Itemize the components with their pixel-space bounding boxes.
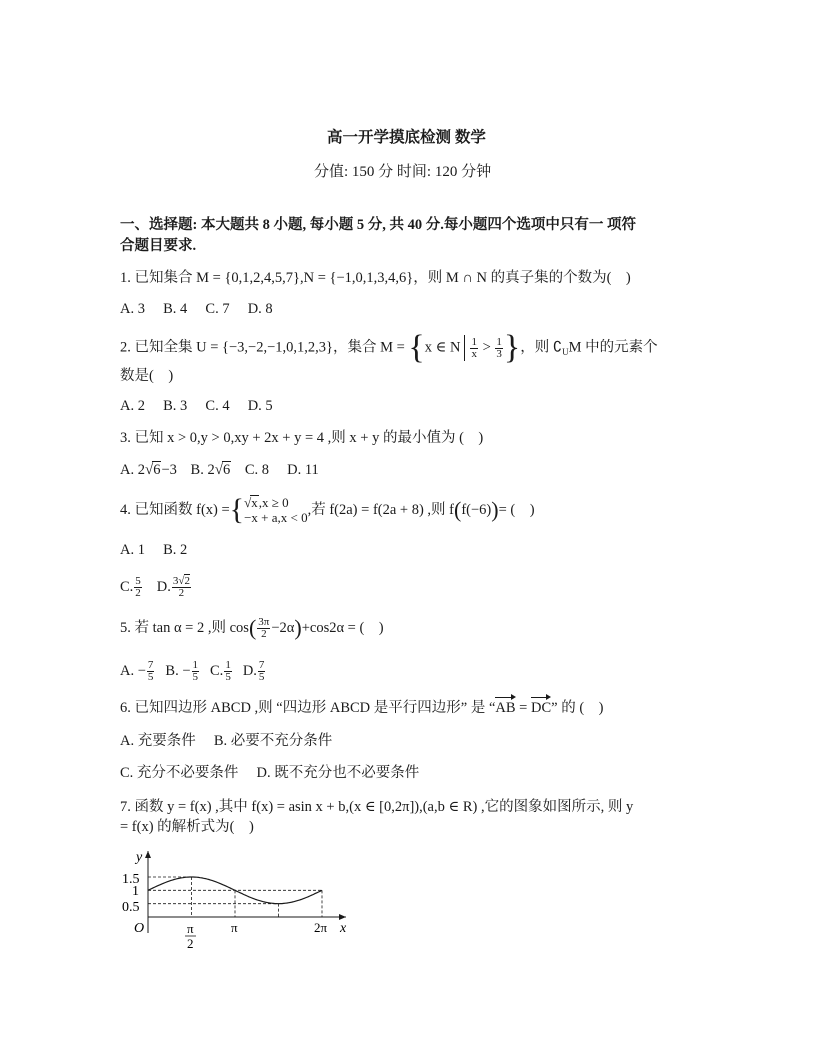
piecewise-brace: { [229,493,245,526]
question-2-options: A. 2 B. 3 C. 4 D. 5 [120,398,273,414]
x-tick-halfpi-num: π [187,921,194,936]
question-6-options-cd: C. 充分不必要条件 D. 既不充分也不必要条件 [120,765,420,781]
origin-label: O [134,921,145,936]
q5-optB-pre: B. − [165,663,191,679]
x-tick-halfpi-den: 2 [187,936,194,951]
y-tick-label: 0.5 [122,900,140,915]
q5-optC-frac: $\frac{1}{5}$ [225,658,231,683]
right-brace: } [503,329,521,366]
radical-icon: √ [214,462,223,478]
guide-lines [148,877,322,917]
q5-optA-pre: A. − [120,663,146,679]
piecewise-cases [244,495,308,525]
q4-inner: f(−6) [461,502,492,518]
q3-optA-rad: 6 [153,462,161,478]
section-heading-line2: 合题目要求. [120,238,197,254]
q4-piece2: −x + a,x < 0 [244,510,308,525]
q5-optD-pre: D. [242,663,257,679]
section-heading: 一、选择题: 本大题共 8 小题, 每小题 5 分, 共 40 分.每小题四个选项中只有一 项符 [120,217,636,233]
q5-post: +cos2α = ( ) [301,620,384,636]
y-tick-label: 1.5 [122,872,140,887]
question-1-options: A. 3 B. 4 C. 7 D. 8 [120,301,273,317]
question-1: 1. 已知集合 M = {0,1,2,4,5,7},N = {−1,0,1,3,4,6}，则 M ∩ N 的真子集的个数为( ) [120,270,631,286]
q2-frac-1: $\frac{1}{x}$ [471,335,477,360]
paper-subtitle: 分值: 150 分 时间: 120 分钟 [314,164,492,180]
q5-optC-pre: C. [210,663,224,679]
y-axis-label: y [136,850,143,865]
q5-optD-frac: $\frac{7}{5}$ [258,658,265,683]
radical-icon: √ [244,495,252,510]
q4-optD-frac: $\frac{3√2}{2}$ [172,574,190,599]
q4-end: = ( ) [498,502,535,518]
question-7-line2: = f(x) 的解析式为( ) [120,819,254,835]
paren-right: ) [491,497,499,522]
q5-mid: −2α [271,620,295,636]
function-graph [118,845,358,955]
question-2 [120,329,658,366]
q4-piece1-post: ,x ≥ 0 [258,495,289,510]
vector-dc: DC [530,700,552,716]
q2-gt: > [478,339,495,356]
q5-pre: 5. 若 tan α = 2 ,则 cos [120,620,249,636]
vector-ab: AB [495,700,516,716]
paper-title: 高一开学摸底检测 数学 [327,129,486,146]
paren-right: ) [294,615,302,640]
q4-piece1-rad: x [251,495,258,510]
question-3-options [120,460,319,480]
q6-post: ” 的 ( ) [551,700,604,716]
q4-optC-pre: C. [120,579,134,595]
x-tick-pi: π [231,920,238,935]
q2-post: ，则 ∁ [520,339,563,356]
q5-optA-frac: $\frac{7}{5}$ [147,658,154,683]
radical-icon: √ [144,462,154,478]
q4-optD-pre: D. [156,579,171,595]
question-6-options-ab: A. 充要条件 B. 必要不充分条件 [120,733,333,749]
q2-post-sub: U [562,347,569,358]
y-tick-label: 1 [132,884,139,899]
q5-optB-frac: $\frac{1}{5}$ [192,658,199,683]
q4-pre: 4. 已知函数 f(x) = [120,502,230,518]
question-4-options-cd [120,572,192,602]
question-3: 3. 已知 x > 0,y > 0,xy + 2x + y = 4 ,则 x + y 的最小值为 ( ) [120,430,484,446]
question-6 [120,698,603,718]
x-tick-2pi: 2π [314,920,328,935]
q4-post: ,若 f(2a) = f(2a + 8) ,则 f [307,502,454,518]
question-4-options-ab: A. 1 B. 2 [120,542,188,558]
q3-optB-pre: B. 2 [190,462,215,478]
paren-left: ( [248,615,257,640]
set-divider [464,335,465,361]
q3-optB-rad: 6 [222,462,231,478]
q5-frac: $\frac{3\pi}{2}$ [258,615,270,640]
question-2-line2: 数是( ) [120,368,174,384]
left-brace: { [408,329,425,366]
radical-icon: √ [178,574,185,587]
q3-optCD: C. 8 D. 11 [244,462,319,478]
question-5-options [120,657,266,685]
q2-frac-2: $\frac{1}{3}$ [496,335,502,360]
question-7: 7. 函数 y = f(x) ,其中 f(x) = asin x + b,(x ∈ [0,2π]),(a,b ∈ R) ,它的图象如图所示, 则 y [120,799,634,815]
question-5 [120,614,384,642]
question-4 [120,493,535,526]
q3-optA-pre: A. 2 [120,462,145,478]
q6-pre: 6. 已知四边形 ABCD ,则 “四边形 ABCD 是平行四边形” 是 “ [120,700,496,716]
paren-left: ( [454,497,462,522]
q2-set-left: x ∈ N [424,339,461,356]
q2-post2: M 中的元素个 [568,339,658,356]
x-axis-label: x [340,921,347,936]
q4-optC-frac: $\frac{5}{2}$ [135,574,141,599]
q2-pre: 2. 已知全集 U = {−3,−2,−1,0,1,2,3}，集合 M = [120,339,409,356]
q3-optA-post: −3 [161,462,177,478]
q6-eq: = [515,700,531,716]
